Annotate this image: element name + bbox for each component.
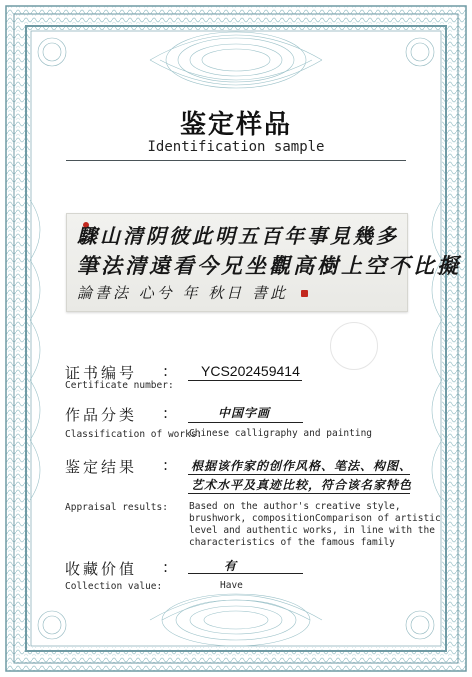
- appraisal-value-en-line-3: level and authentic works, in line with the: [189, 525, 435, 536]
- artwork-photo: [66, 213, 461, 312]
- classification-value-cn: 中国字画: [218, 406, 271, 420]
- classification-label: 作品分类: [65, 406, 138, 424]
- calligraphy-line-2: 筆法清遠看今兄坐觀高樹上空不比擬: [77, 253, 461, 278]
- embossed-stamp: [330, 322, 378, 370]
- collection-value-cn: 有: [224, 559, 238, 573]
- appraisal-value-en-line-2: brushwork, compositionComparison of artistic: [189, 513, 441, 524]
- value-underline: [188, 422, 303, 423]
- colon: :: [163, 558, 169, 576]
- certificate-number-value: YCS202459414: [201, 363, 300, 379]
- appraisal-value-en-line-4: characteristics of the famous family: [189, 537, 395, 548]
- colon: :: [163, 404, 169, 422]
- value-underline: [188, 380, 302, 381]
- calligraphy-line-1: 驟山清阴彼此明五百年事見幾多: [77, 224, 399, 248]
- title-divider: [66, 160, 406, 161]
- value-underline: [188, 474, 410, 475]
- colon: :: [163, 362, 169, 380]
- calligraphy-line-3: 論書法 心兮 年 秋日 書此: [77, 284, 289, 302]
- value-underline: [188, 573, 303, 574]
- collection-value-en: Have: [220, 580, 243, 591]
- collection-value-label-en: Collection value:: [65, 581, 163, 592]
- certificate-subtitle: Identification sample: [147, 139, 325, 155]
- collection-value-label: 收藏价值: [65, 560, 138, 578]
- classification-value-en: Chinese calligraphy and painting: [189, 428, 373, 439]
- value-underline: [188, 493, 410, 494]
- appraisal-value-cn-line-2: 艺术水平及真迹比较，符合该名家特色: [191, 478, 413, 492]
- classification-label-en: Classification of works:: [65, 429, 203, 440]
- certificate-title: 鉴定样品: [179, 110, 292, 140]
- appraisal-value-en-line-1: Based on the author's creative style,: [189, 501, 401, 512]
- certificate-number-label: 证书编号: [65, 364, 138, 382]
- colon: :: [163, 456, 169, 474]
- certificate-number-label-en: Certificate number:: [65, 380, 174, 391]
- red-seal-stamp: [301, 290, 308, 297]
- appraisal-value-cn-line-1: 根据该作家的创作风格、笔法、构图、: [191, 459, 413, 473]
- appraisal-label-en: Appraisal results:: [65, 502, 168, 513]
- appraisal-label: 鉴定结果: [65, 458, 138, 476]
